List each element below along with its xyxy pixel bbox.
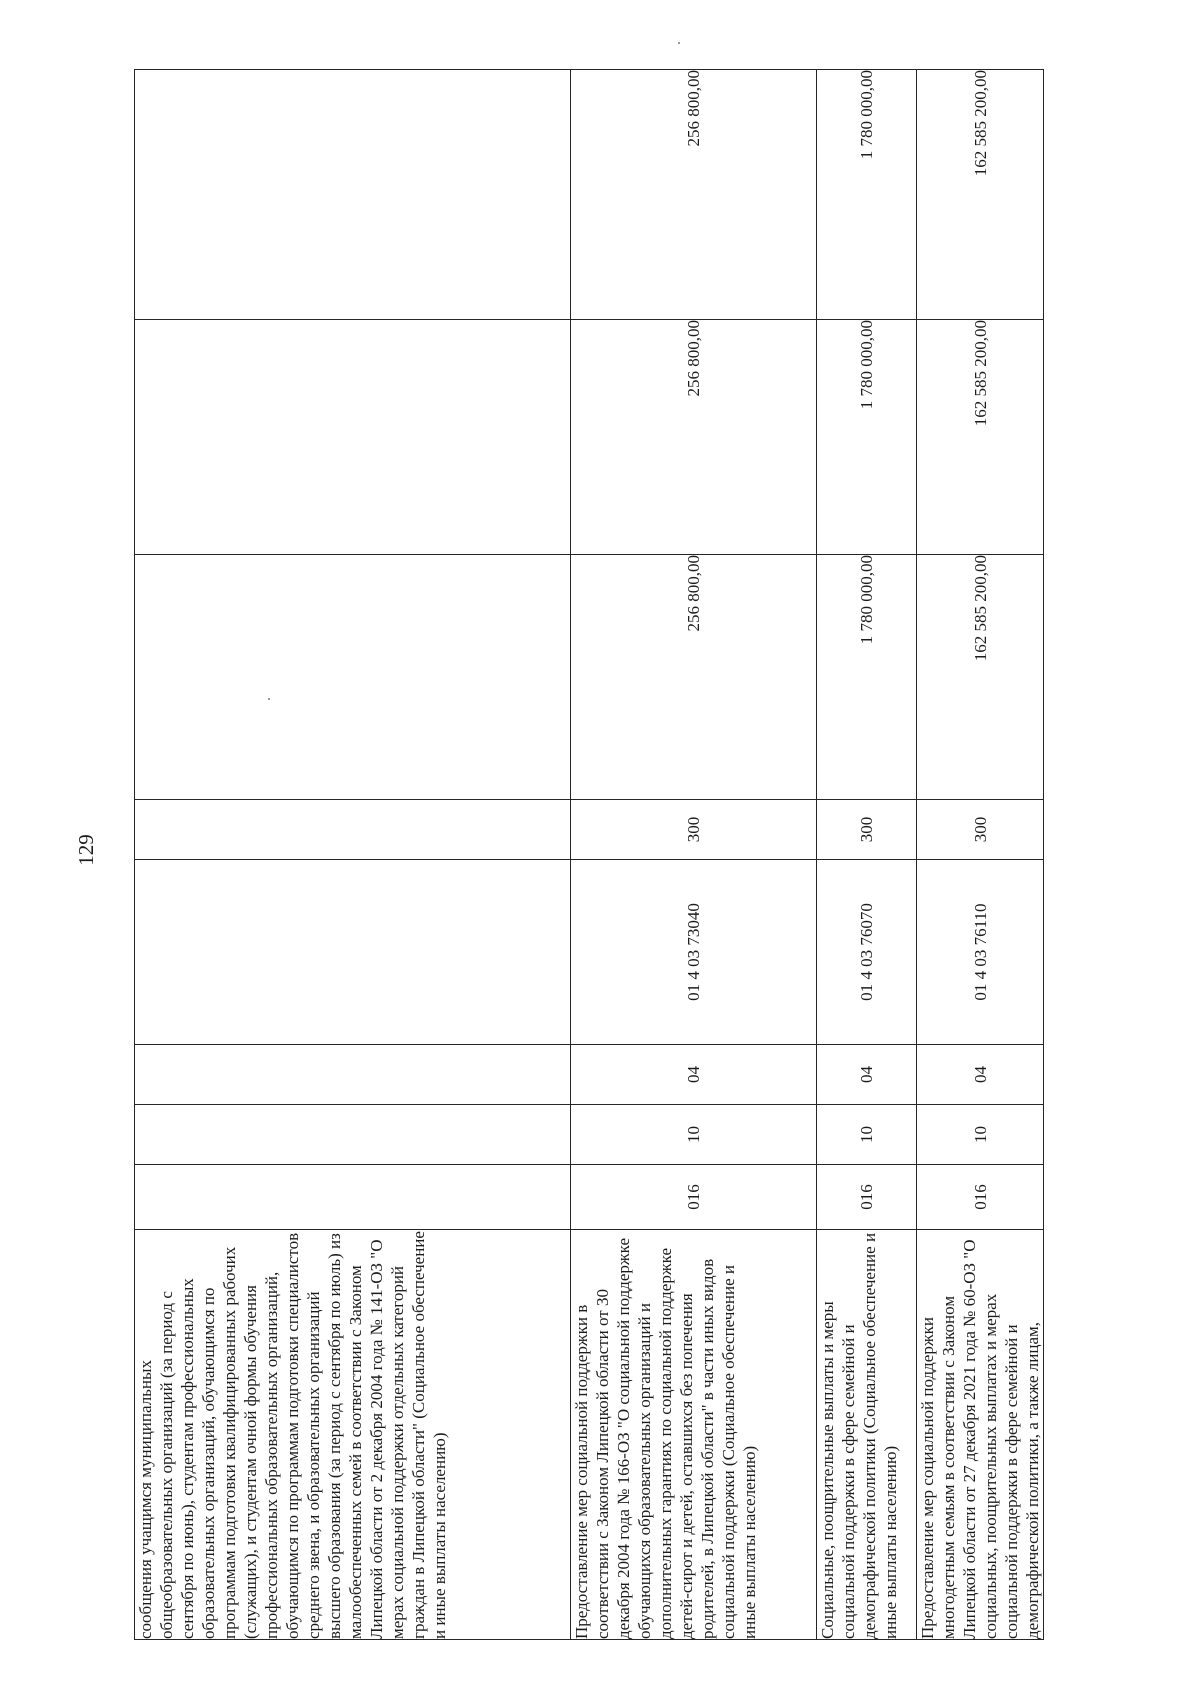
table-row	[817, 70, 917, 1640]
section-code: 10	[917, 1105, 1044, 1165]
grbs-code	[135, 1165, 571, 1230]
expense-type-code: 300	[917, 800, 1044, 860]
grbs-code: 016	[817, 1165, 917, 1230]
page-number: 129	[74, 834, 98, 866]
amount-year-2: 256 800,00	[571, 320, 817, 555]
target-article-code: 01 4 03 76110	[917, 860, 1044, 1045]
subsection-code: 04	[571, 1045, 817, 1105]
target-article-code: 01 4 03 76070	[817, 860, 917, 1045]
amount-year-1: 162 585 200,00	[917, 555, 1044, 800]
row-description: Предоставление мер социальной поддержки многодетным семьям в соответствии с Законом Липецкой области от 27 декабря 2021 года № 60-ОЗ "О социальных, поощрительных выплатах и мерах социальной поддержки в сфере семейной и демографической политики, а также лицам,	[917, 1230, 1044, 1640]
subsection-code: 04	[817, 1045, 917, 1105]
section-code: 10	[571, 1105, 817, 1165]
amount-year-2: 1 780 000,00	[817, 320, 917, 555]
amount-year-3	[135, 70, 571, 320]
row-description: Предоставление мер социальной поддержки в соответствии с Законом Липецкой области от 30 декабря 2004 года № 166-ОЗ "О социальной поддержке обучающихся образовательных организаций и дополнительных гарантиях по социальной поддержке детей-сирот и детей, оставшихся без попечения родителей, в Липецкой области" в части иных видов социальной поддержки (Социальное обеспечение и иные выплаты населению)	[571, 1230, 817, 1640]
scan-speck	[678, 42, 680, 44]
table-row	[571, 70, 817, 1640]
section-code	[135, 1105, 571, 1165]
grbs-code: 016	[917, 1165, 1044, 1230]
subsection-code	[135, 1045, 571, 1105]
expense-type-code	[135, 800, 571, 860]
amount-year-1: 256 800,00	[571, 555, 817, 800]
grbs-code: 016	[571, 1165, 817, 1230]
expense-type-code: 300	[817, 800, 917, 860]
amount-year-1: 1 780 000,00	[817, 555, 917, 800]
section-code: 10	[817, 1105, 917, 1165]
amount-year-3: 256 800,00	[571, 70, 817, 320]
expense-type-code: 300	[571, 800, 817, 860]
budget-table	[134, 69, 1044, 1640]
amount-year-2: 162 585 200,00	[917, 320, 1044, 555]
amount-year-2	[135, 320, 571, 555]
row-description: Социальные, поощрительные выплаты и меры социальной поддержки в сфере семейной и демографической политики (Социальное обеспечение и иные выплаты населению)	[817, 1230, 917, 1640]
rotated-page	[68, 60, 1078, 1640]
row-description: сообщения учащимся муниципальных общеобразовательных организаций (за период с сентября по июнь), студентам профессиональных образовательных организаций, обучающимся по программам подготовки квалифицированных рабочих (служащих), и студентам очной формы обучения профессиональных образовательных организаций, обучающимся по программам подготовки специалистов среднего звена, и образовательных организаций высшего образования (за период с сентября по июль) из малообеспеченных семей в соответствии с Законом Липецкой области от 2 декабря 2004 года № 141-ОЗ "О мерах социальной поддержки отдельных категорий граждан в Липецкой области" (Социальное обеспечение и иные выплаты населению)	[135, 1230, 571, 1640]
subsection-code: 04	[917, 1045, 1044, 1105]
amount-year-3: 1 780 000,00	[817, 70, 917, 320]
table-row	[917, 70, 1044, 1640]
amount-year-3: 162 585 200,00	[917, 70, 1044, 320]
table-row	[135, 70, 571, 1640]
target-article-code: 01 4 03 73040	[571, 860, 817, 1045]
target-article-code	[135, 860, 571, 1045]
amount-year-1	[135, 555, 571, 800]
